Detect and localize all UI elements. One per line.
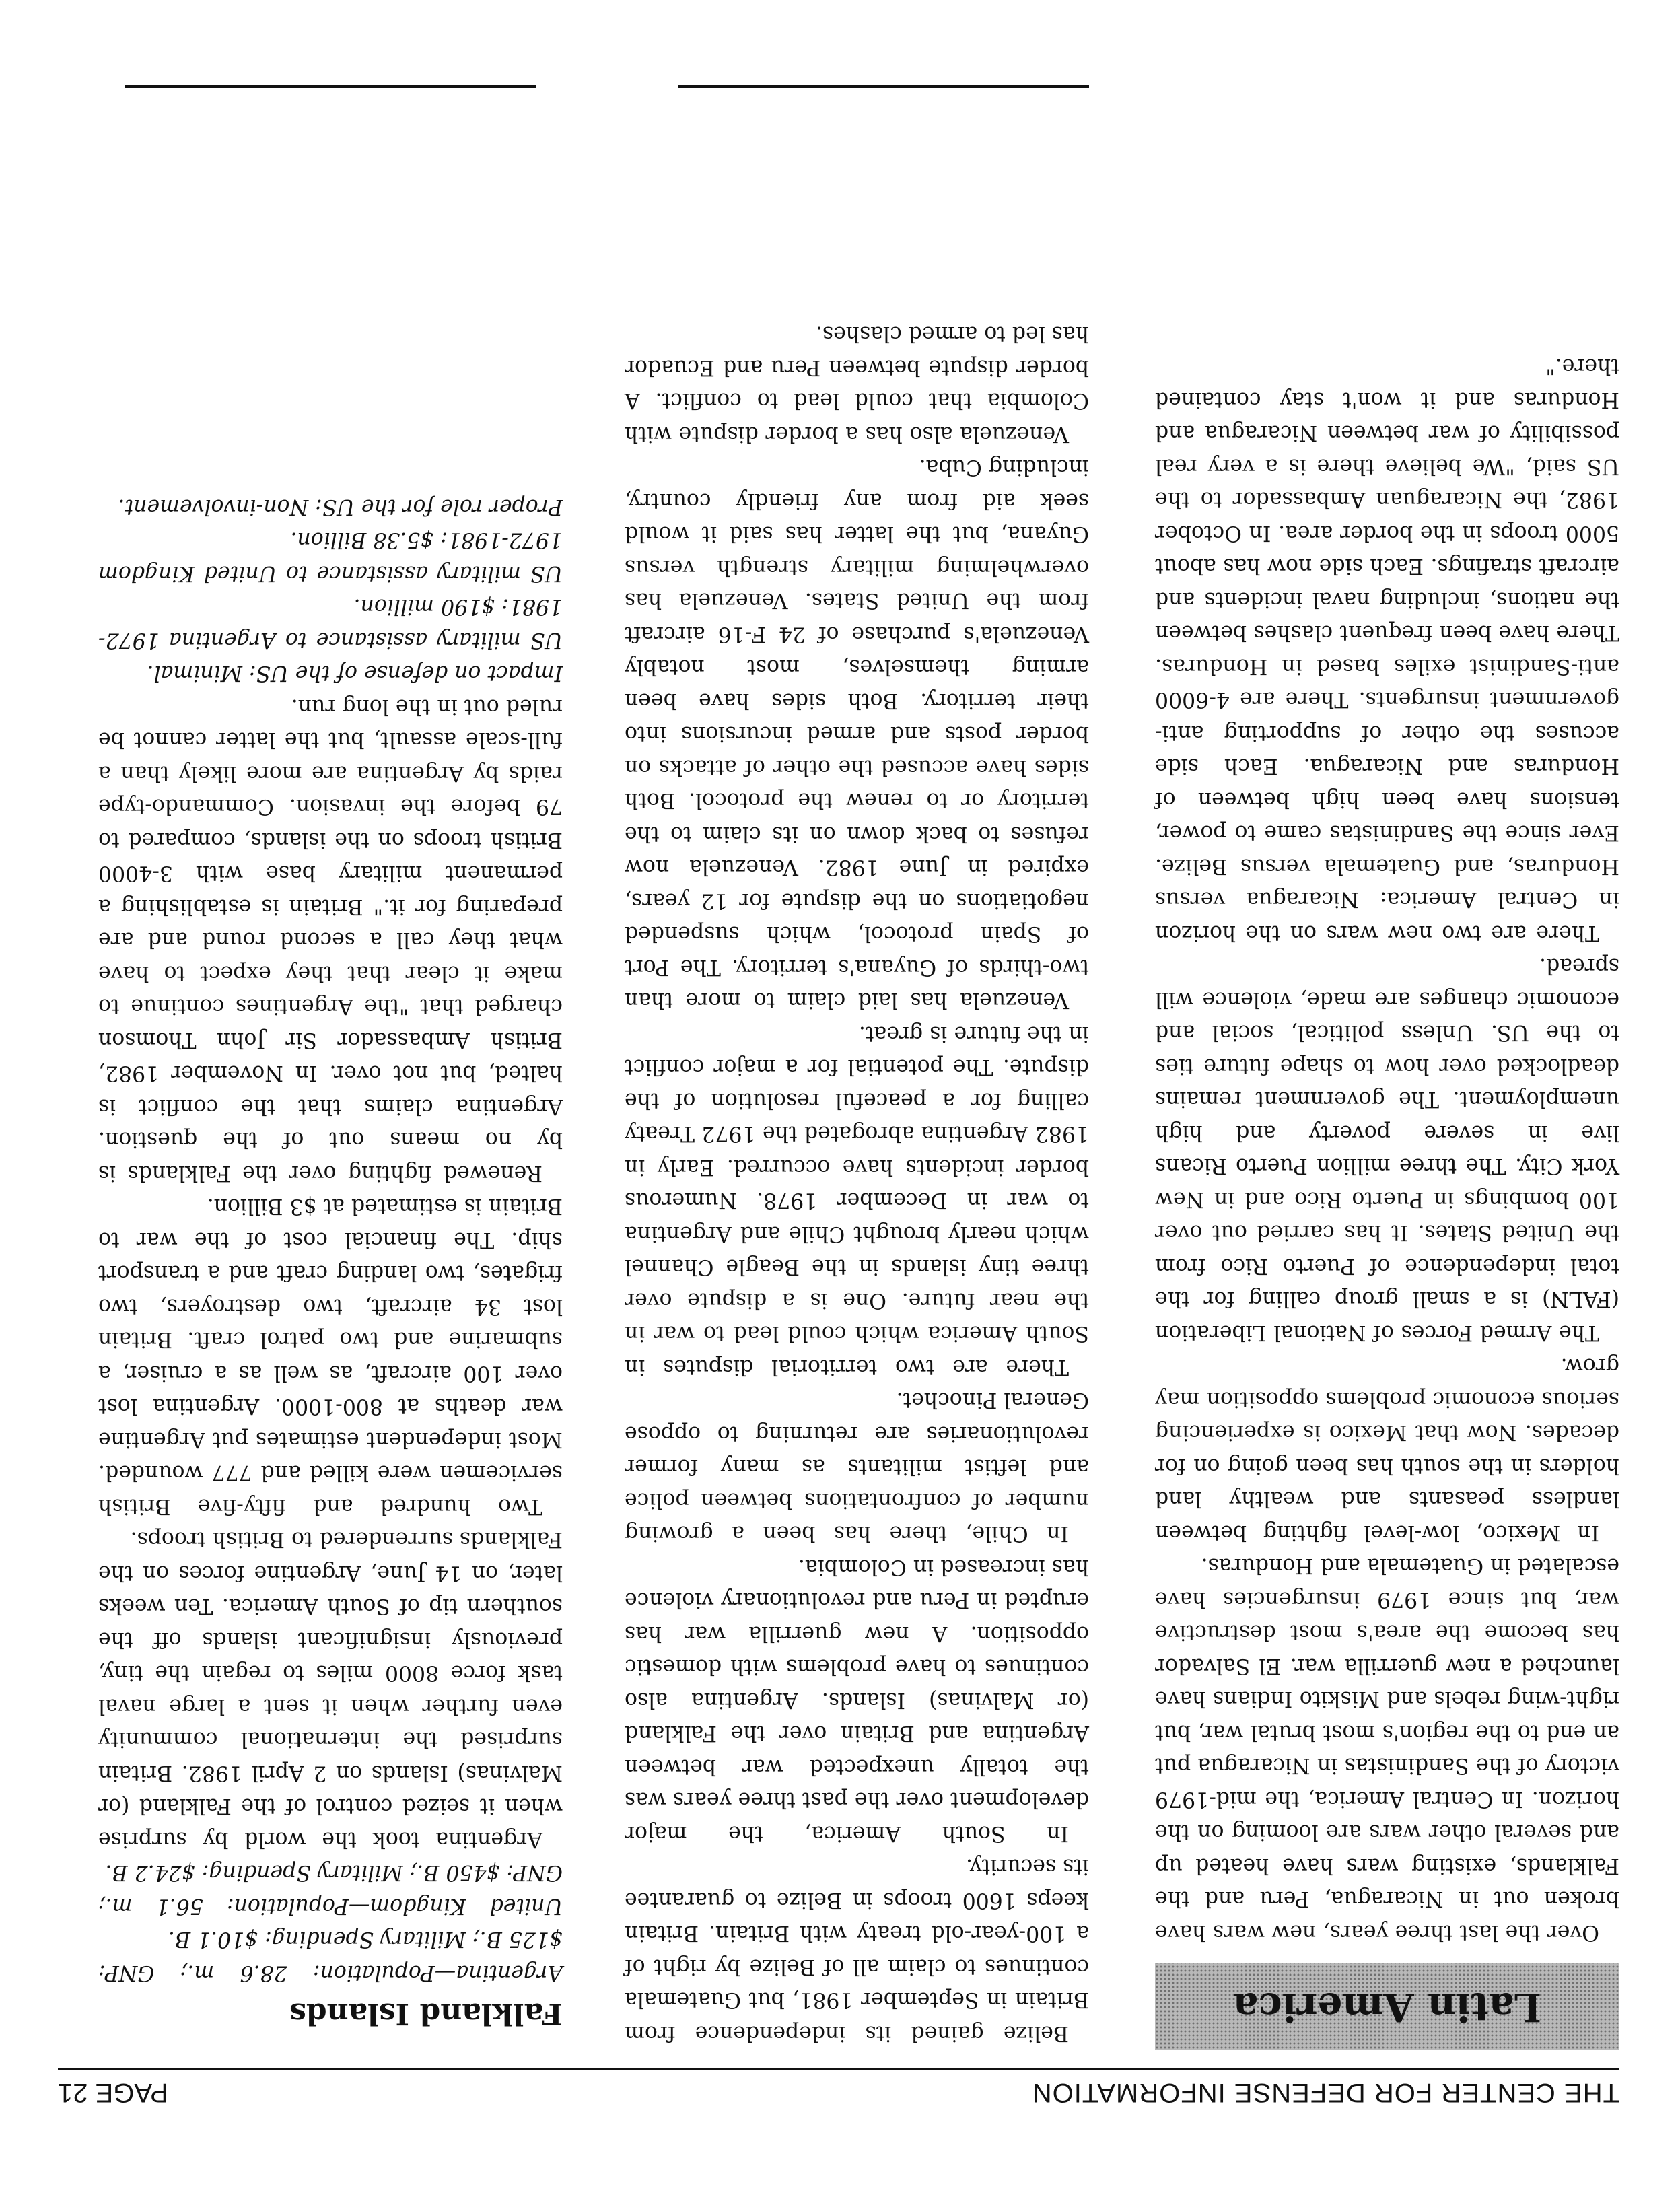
- argentina-stats: Argentina—Population: 28.6 m.; GNP: $125 B.; Military Spending: $10.1 B.: [98, 1927, 563, 1985]
- publisher-name: THE CENTER FOR DEFENSE INFORMATION: [1031, 2078, 1619, 2107]
- paragraph: Renewed fighting over the Falklands is by no means out of the question. Argentina claims that the conflict is halted, but not over. In November 1982, British Ambassador Sir John Thomson charged that "the Argentines continue to make it clear that they expect to have what they call a second round and are preparing for it." Britain is establishing a permanent military base with 3-4000 British troops on the islands, compared to 79 before the invasion. Commando-type raids by Argentina are more likely than a full-scale assault, but the latter cannot be ruled out in the long run.: [98, 695, 563, 1185]
- assistance-argentina: US military assistance to Argentina 1972-1981: $190 million.: [98, 594, 563, 652]
- paragraph: There are two new wars on the horizon in Central America: Nicaragua versus Honduras, and Guatemala versus Belize. Ever since the Sandinistas came to power, tensions have been high between of Honduras and Nicaragua. Each side accuses the other of supporting anti-government insurgents. There are 4-6000 anti-Sandinist exiles based in Honduras. There have been frequent clashes between the nations, including naval incidents and aircraft strafings. Each side now has about 5000 troops in the border area. In October 1982, the Nicaraguan Ambassador to the US said, "We believe there is a very real possibility of war between Nicaragua and Honduras and it won't stay contained there.": [1155, 354, 1619, 945]
- paragraph: Venezuela also has a border dispute with Colombia that could lead to conflict. A border dispute between Peru and Ecuador has led to armed clashes.: [625, 322, 1089, 446]
- uk-stats: United Kingdom—Population: 56.1 m.; GNP: $450 B.; Military Spending: $24.2 B.: [98, 1860, 563, 1918]
- page-number: PAGE 21: [58, 2078, 168, 2107]
- assistance-uk: US military assistance to United Kingdom 1972-1981: $5.38 Billion.: [98, 528, 563, 586]
- column-2: [625, 317, 1089, 2050]
- paragraph: Two hundred and fifty-five British servicemen were killed and 777 wounded. Most independent estimates put Argentine war deaths at 800-1000. Argentina lost over 100 aircraft, as well as a cruiser, a submarine and two patrol craft. Britain lost 34 aircraft, two destroyers, two frigates, two landing craft and a transport ship. The financial cost of the war to Britain is estimated at $3 Billion.: [98, 1194, 563, 1518]
- paragraph: In Mexico, low-level fighting between landless peasants and wealthy land holders in the south has been going on for decades. Now that Mexico is experiencing serious economic problems opposition may grow.: [1155, 1354, 1619, 1545]
- column-3: [98, 490, 563, 2050]
- paragraph: The Armed Forces of National Liberation (FALN) is a small group calling for the total independence of Puerto Rico from the United States. It has carried out over 100 bombings in Puerto Rico and in New York City. The three million Puerto Ricans live in severe poverty and high unemployment. The government remains deadlocked over how to shape future ties to the US. Unless political, social and economic changes are made, violence will spread.: [1155, 954, 1619, 1345]
- section-title: Latin America: [1232, 1984, 1542, 2030]
- paragraph: In South America, the major development over the past three years was the totally unexpected war between Argentina and Britain over the Falkland (or Malvinas) Islands. Argentina also continues to have problems with domestic opposition. A new guerrilla war has erupted in Peru and revolutionary violence has increased in Colombia.: [625, 1555, 1089, 1846]
- paragraph: There are two territorial disputes in South America which could lead to war in the near future. One is a dispute over three tiny islands in the Beagle Channel which nearly brought Chile and Argentina to war in December 1978. Numerous border incidents have occurred. Early in 1982 Argentina abrogated the 1972 Treaty calling for a peaceful resolution of the dispute. The potential for a major conflict in the future is great.: [625, 1022, 1089, 1379]
- paragraph: In Chile, there has been a growing number of confrontations between police and leftist militants as many former revolutionaries are returning to oppose General Pinochet.: [625, 1388, 1089, 1546]
- paragraph: Belize gained its independence from Britain in September 1981, but Guatemala continues to claim all of Belize by right of a 100-year-old treaty with Britain. Britain keeps 1600 troops in Belize to guarantee its security.: [625, 1854, 1089, 2046]
- us-role: Proper role for the US: Non-involvement.: [118, 495, 563, 519]
- paragraph: Argentina took the world by surprise when it seized control of the Falkland (or Malvinas) Islands on 2 April 1982. Britain surprised the international community even further when it sent a large naval task force 8000 miles to regain the tiny, previously insignificant islands off the southern tip of South America. Ten weeks later, on 14 June, Argentine forces on the Falklands surrendered to British troops.: [98, 1527, 563, 1852]
- column-1: [1155, 349, 1619, 2050]
- paragraph: Over the last three years, new wars have broken out in Nicaragua, Peru and the Falklands, existing wars have heated up and several other wars are looming on the horizon. In Central America, the mid-1979 victory of the Sandinistas in Nicaragua put an end to the region's most brutal war, but right-wing rebels and Miskito Indians have launched a new guerrilla war. El Salvador has become the area's most destructive war, but since 1979 insurgencies have escalated in Guatemala and Honduras.: [1155, 1553, 1619, 1945]
- column-end-rule: [678, 85, 1089, 88]
- column-end-rule: [125, 85, 536, 88]
- subsection-title: Falkland Islands: [289, 1996, 563, 2031]
- paragraph: Venezuela has laid claim to more than two-thirds of Guyana's territory. The Port of Spain protocol, which suspended negotiations on the dispute for 12 years, expired in June 1982. Venezuela now refuses to back down on its claim to the territory or to renew the protocol. Both sides have accused the other of attacks on border posts and armed incursions into their territory. Both sides have been arming themselves, most notably Venezuela's purchase of 24 F-16 aircraft from the United States. Venezuela has overwhelming military strength versus Guyana, but the latter has said it would seek aid from any friendly country, including Cuba.: [625, 455, 1089, 1013]
- impact-note: Impact on defense of the US: Minimal.: [147, 661, 563, 686]
- page-header: [58, 2068, 1619, 2113]
- section-banner: [1155, 1963, 1619, 2050]
